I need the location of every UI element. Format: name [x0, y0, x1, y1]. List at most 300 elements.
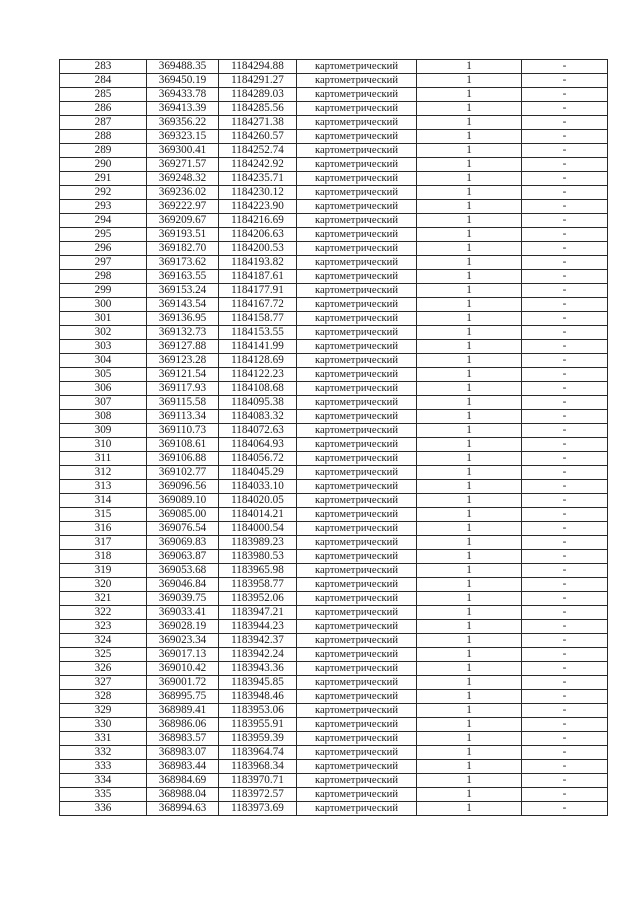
method-cell: картометрический — [297, 186, 417, 200]
method-cell: картометрический — [297, 396, 417, 410]
y-coordinate-cell: 1183958.77 — [219, 578, 297, 592]
point-number-cell: 306 — [60, 382, 147, 396]
method-cell: картометрический — [297, 802, 417, 816]
x-coordinate-cell: 369173.62 — [147, 256, 219, 270]
point-number-cell: 295 — [60, 228, 147, 242]
point-number-cell: 310 — [60, 438, 147, 452]
note-cell: - — [522, 592, 608, 606]
x-coordinate-cell: 369110.73 — [147, 424, 219, 438]
table-row — [60, 676, 608, 690]
note-cell: - — [522, 788, 608, 802]
method-cell: картометрический — [297, 774, 417, 788]
y-coordinate-cell: 1184260.57 — [219, 130, 297, 144]
table-row — [60, 648, 608, 662]
point-number-cell: 288 — [60, 130, 147, 144]
note-cell: - — [522, 410, 608, 424]
x-coordinate-cell: 369033.41 — [147, 606, 219, 620]
table-row — [60, 634, 608, 648]
table-row — [60, 620, 608, 634]
x-coordinate-cell: 369248.32 — [147, 172, 219, 186]
x-coordinate-cell: 369143.54 — [147, 298, 219, 312]
x-coordinate-cell: 369023.34 — [147, 634, 219, 648]
y-coordinate-cell: 1184177.91 — [219, 284, 297, 298]
accuracy-cell: 1 — [417, 802, 522, 816]
note-cell: - — [522, 802, 608, 816]
point-number-cell: 290 — [60, 158, 147, 172]
table-row — [60, 578, 608, 592]
note-cell: - — [522, 606, 608, 620]
x-coordinate-cell: 369113.34 — [147, 410, 219, 424]
y-coordinate-cell: 1184200.53 — [219, 242, 297, 256]
accuracy-cell: 1 — [417, 746, 522, 760]
x-coordinate-cell: 369271.57 — [147, 158, 219, 172]
accuracy-cell: 1 — [417, 494, 522, 508]
table-row — [60, 130, 608, 144]
table-row — [60, 214, 608, 228]
accuracy-cell: 1 — [417, 522, 522, 536]
document-page — [59, 59, 607, 816]
point-number-cell: 319 — [60, 564, 147, 578]
y-coordinate-cell: 1183942.37 — [219, 634, 297, 648]
note-cell: - — [522, 676, 608, 690]
accuracy-cell: 1 — [417, 172, 522, 186]
accuracy-cell: 1 — [417, 186, 522, 200]
table-row — [60, 424, 608, 438]
accuracy-cell: 1 — [417, 480, 522, 494]
point-number-cell: 315 — [60, 508, 147, 522]
y-coordinate-cell: 1184153.55 — [219, 326, 297, 340]
y-coordinate-cell: 1184187.61 — [219, 270, 297, 284]
point-number-cell: 331 — [60, 732, 147, 746]
note-cell: - — [522, 774, 608, 788]
y-coordinate-cell: 1184291.27 — [219, 74, 297, 88]
point-number-cell: 296 — [60, 242, 147, 256]
x-coordinate-cell: 368983.07 — [147, 746, 219, 760]
note-cell: - — [522, 326, 608, 340]
point-number-cell: 286 — [60, 102, 147, 116]
x-coordinate-cell: 368994.63 — [147, 802, 219, 816]
accuracy-cell: 1 — [417, 60, 522, 74]
note-cell: - — [522, 60, 608, 74]
y-coordinate-cell: 1184083.32 — [219, 410, 297, 424]
x-coordinate-cell: 369222.97 — [147, 200, 219, 214]
note-cell: - — [522, 536, 608, 550]
x-coordinate-cell: 369163.55 — [147, 270, 219, 284]
accuracy-cell: 1 — [417, 466, 522, 480]
point-number-cell: 284 — [60, 74, 147, 88]
method-cell: картометрический — [297, 340, 417, 354]
x-coordinate-cell: 368986.06 — [147, 718, 219, 732]
method-cell: картометрический — [297, 732, 417, 746]
x-coordinate-cell: 368983.57 — [147, 732, 219, 746]
y-coordinate-cell: 1184000.54 — [219, 522, 297, 536]
accuracy-cell: 1 — [417, 732, 522, 746]
x-coordinate-cell: 369102.77 — [147, 466, 219, 480]
x-coordinate-cell: 369123.28 — [147, 354, 219, 368]
y-coordinate-cell: 1183980.53 — [219, 550, 297, 564]
method-cell: картометрический — [297, 676, 417, 690]
table-row — [60, 564, 608, 578]
x-coordinate-cell: 369028.19 — [147, 620, 219, 634]
accuracy-cell: 1 — [417, 340, 522, 354]
method-cell: картометрический — [297, 788, 417, 802]
point-number-cell: 311 — [60, 452, 147, 466]
point-number-cell: 312 — [60, 466, 147, 480]
point-number-cell: 285 — [60, 88, 147, 102]
accuracy-cell: 1 — [417, 200, 522, 214]
point-number-cell: 303 — [60, 340, 147, 354]
y-coordinate-cell: 1184193.82 — [219, 256, 297, 270]
table-row — [60, 718, 608, 732]
y-coordinate-cell: 1183972.57 — [219, 788, 297, 802]
table-row — [60, 102, 608, 116]
method-cell: картометрический — [297, 508, 417, 522]
note-cell: - — [522, 144, 608, 158]
accuracy-cell: 1 — [417, 634, 522, 648]
point-number-cell: 322 — [60, 606, 147, 620]
x-coordinate-cell: 369323.15 — [147, 130, 219, 144]
table-row — [60, 312, 608, 326]
point-number-cell: 328 — [60, 690, 147, 704]
note-cell: - — [522, 732, 608, 746]
point-number-cell: 308 — [60, 410, 147, 424]
method-cell: картометрический — [297, 172, 417, 186]
y-coordinate-cell: 1183953.06 — [219, 704, 297, 718]
method-cell: картометрический — [297, 326, 417, 340]
table-row — [60, 284, 608, 298]
y-coordinate-cell: 1184294.88 — [219, 60, 297, 74]
x-coordinate-cell: 369209.67 — [147, 214, 219, 228]
note-cell: - — [522, 368, 608, 382]
table-row — [60, 298, 608, 312]
point-number-cell: 333 — [60, 760, 147, 774]
accuracy-cell: 1 — [417, 116, 522, 130]
table-row — [60, 256, 608, 270]
table-row — [60, 382, 608, 396]
accuracy-cell: 1 — [417, 648, 522, 662]
note-cell: - — [522, 396, 608, 410]
y-coordinate-cell: 1183968.34 — [219, 760, 297, 774]
table-row — [60, 592, 608, 606]
y-coordinate-cell: 1183948.46 — [219, 690, 297, 704]
table-row — [60, 802, 608, 816]
note-cell: - — [522, 508, 608, 522]
method-cell: картометрический — [297, 158, 417, 172]
note-cell: - — [522, 116, 608, 130]
x-coordinate-cell: 369153.24 — [147, 284, 219, 298]
point-number-cell: 302 — [60, 326, 147, 340]
y-coordinate-cell: 1184128.69 — [219, 354, 297, 368]
table-row — [60, 410, 608, 424]
accuracy-cell: 1 — [417, 396, 522, 410]
point-number-cell: 325 — [60, 648, 147, 662]
point-number-cell: 300 — [60, 298, 147, 312]
table-row — [60, 172, 608, 186]
accuracy-cell: 1 — [417, 662, 522, 676]
accuracy-cell: 1 — [417, 158, 522, 172]
accuracy-cell: 1 — [417, 718, 522, 732]
note-cell: - — [522, 270, 608, 284]
x-coordinate-cell: 369085.00 — [147, 508, 219, 522]
method-cell: картометрический — [297, 620, 417, 634]
method-cell: картометрический — [297, 354, 417, 368]
note-cell: - — [522, 102, 608, 116]
method-cell: картометрический — [297, 746, 417, 760]
point-number-cell: 309 — [60, 424, 147, 438]
point-number-cell: 335 — [60, 788, 147, 802]
x-coordinate-cell: 369300.41 — [147, 144, 219, 158]
point-number-cell: 332 — [60, 746, 147, 760]
method-cell: картометрический — [297, 214, 417, 228]
accuracy-cell: 1 — [417, 592, 522, 606]
method-cell: картометрический — [297, 522, 417, 536]
accuracy-cell: 1 — [417, 354, 522, 368]
note-cell: - — [522, 466, 608, 480]
table-row — [60, 466, 608, 480]
accuracy-cell: 1 — [417, 704, 522, 718]
y-coordinate-cell: 1184033.10 — [219, 480, 297, 494]
x-coordinate-cell: 369046.84 — [147, 578, 219, 592]
note-cell: - — [522, 340, 608, 354]
note-cell: - — [522, 634, 608, 648]
method-cell: картометрический — [297, 410, 417, 424]
table-row — [60, 60, 608, 74]
method-cell: картометрический — [297, 662, 417, 676]
y-coordinate-cell: 1183942.24 — [219, 648, 297, 662]
table-row — [60, 74, 608, 88]
x-coordinate-cell: 369039.75 — [147, 592, 219, 606]
note-cell: - — [522, 298, 608, 312]
x-coordinate-cell: 369096.56 — [147, 480, 219, 494]
note-cell: - — [522, 172, 608, 186]
method-cell: картометрический — [297, 130, 417, 144]
y-coordinate-cell: 1183973.69 — [219, 802, 297, 816]
accuracy-cell: 1 — [417, 760, 522, 774]
method-cell: картометрический — [297, 368, 417, 382]
table-row — [60, 760, 608, 774]
table-row — [60, 270, 608, 284]
table-row — [60, 690, 608, 704]
x-coordinate-cell: 369127.88 — [147, 340, 219, 354]
accuracy-cell: 1 — [417, 606, 522, 620]
method-cell: картометрический — [297, 536, 417, 550]
accuracy-cell: 1 — [417, 312, 522, 326]
note-cell: - — [522, 200, 608, 214]
accuracy-cell: 1 — [417, 298, 522, 312]
accuracy-cell: 1 — [417, 270, 522, 284]
point-number-cell: 327 — [60, 676, 147, 690]
table-row — [60, 508, 608, 522]
x-coordinate-cell: 369063.87 — [147, 550, 219, 564]
x-coordinate-cell: 368984.69 — [147, 774, 219, 788]
note-cell: - — [522, 704, 608, 718]
method-cell: картометрический — [297, 116, 417, 130]
method-cell: картометрический — [297, 228, 417, 242]
x-coordinate-cell: 369356.22 — [147, 116, 219, 130]
y-coordinate-cell: 1183952.06 — [219, 592, 297, 606]
point-number-cell: 314 — [60, 494, 147, 508]
note-cell: - — [522, 158, 608, 172]
x-coordinate-cell: 369108.61 — [147, 438, 219, 452]
note-cell: - — [522, 480, 608, 494]
x-coordinate-cell: 369106.88 — [147, 452, 219, 466]
table-row — [60, 452, 608, 466]
accuracy-cell: 1 — [417, 578, 522, 592]
y-coordinate-cell: 1184242.92 — [219, 158, 297, 172]
method-cell: картометрический — [297, 102, 417, 116]
point-number-cell: 321 — [60, 592, 147, 606]
point-number-cell: 320 — [60, 578, 147, 592]
method-cell: картометрический — [297, 564, 417, 578]
note-cell: - — [522, 130, 608, 144]
x-coordinate-cell: 369488.35 — [147, 60, 219, 74]
method-cell: картометрический — [297, 200, 417, 214]
note-cell: - — [522, 424, 608, 438]
method-cell: картометрический — [297, 256, 417, 270]
point-number-cell: 330 — [60, 718, 147, 732]
coordinates-table-body — [60, 60, 608, 816]
note-cell: - — [522, 74, 608, 88]
y-coordinate-cell: 1184095.38 — [219, 396, 297, 410]
note-cell: - — [522, 578, 608, 592]
note-cell: - — [522, 312, 608, 326]
method-cell: картометрический — [297, 550, 417, 564]
y-coordinate-cell: 1184108.68 — [219, 382, 297, 396]
table-row — [60, 438, 608, 452]
table-row — [60, 494, 608, 508]
y-coordinate-cell: 1183964.74 — [219, 746, 297, 760]
accuracy-cell: 1 — [417, 214, 522, 228]
accuracy-cell: 1 — [417, 550, 522, 564]
table-row — [60, 396, 608, 410]
accuracy-cell: 1 — [417, 676, 522, 690]
x-coordinate-cell: 369193.51 — [147, 228, 219, 242]
method-cell: картометрический — [297, 74, 417, 88]
note-cell: - — [522, 522, 608, 536]
method-cell: картометрический — [297, 438, 417, 452]
table-row — [60, 354, 608, 368]
method-cell: картометрический — [297, 718, 417, 732]
note-cell: - — [522, 214, 608, 228]
x-coordinate-cell: 369076.54 — [147, 522, 219, 536]
y-coordinate-cell: 1183945.85 — [219, 676, 297, 690]
y-coordinate-cell: 1184020.05 — [219, 494, 297, 508]
method-cell: картометрический — [297, 704, 417, 718]
note-cell: - — [522, 256, 608, 270]
y-coordinate-cell: 1184223.90 — [219, 200, 297, 214]
table-row — [60, 158, 608, 172]
y-coordinate-cell: 1184122.23 — [219, 368, 297, 382]
x-coordinate-cell: 368983.44 — [147, 760, 219, 774]
point-number-cell: 294 — [60, 214, 147, 228]
table-row — [60, 186, 608, 200]
note-cell: - — [522, 564, 608, 578]
method-cell: картометрический — [297, 634, 417, 648]
point-number-cell: 324 — [60, 634, 147, 648]
point-number-cell: 283 — [60, 60, 147, 74]
table-row — [60, 536, 608, 550]
y-coordinate-cell: 1184216.69 — [219, 214, 297, 228]
note-cell: - — [522, 452, 608, 466]
x-coordinate-cell: 369433.78 — [147, 88, 219, 102]
accuracy-cell: 1 — [417, 102, 522, 116]
table-row — [60, 340, 608, 354]
accuracy-cell: 1 — [417, 536, 522, 550]
method-cell: картометрический — [297, 284, 417, 298]
table-row — [60, 606, 608, 620]
table-row — [60, 746, 608, 760]
x-coordinate-cell: 369089.10 — [147, 494, 219, 508]
y-coordinate-cell: 1184271.38 — [219, 116, 297, 130]
y-coordinate-cell: 1183944.23 — [219, 620, 297, 634]
accuracy-cell: 1 — [417, 74, 522, 88]
x-coordinate-cell: 369182.70 — [147, 242, 219, 256]
x-coordinate-cell: 369069.83 — [147, 536, 219, 550]
point-number-cell: 287 — [60, 116, 147, 130]
point-number-cell: 291 — [60, 172, 147, 186]
x-coordinate-cell: 368988.04 — [147, 788, 219, 802]
point-number-cell: 304 — [60, 354, 147, 368]
accuracy-cell: 1 — [417, 410, 522, 424]
y-coordinate-cell: 1183965.98 — [219, 564, 297, 578]
note-cell: - — [522, 690, 608, 704]
point-number-cell: 292 — [60, 186, 147, 200]
point-number-cell: 329 — [60, 704, 147, 718]
y-coordinate-cell: 1183959.39 — [219, 732, 297, 746]
note-cell: - — [522, 438, 608, 452]
method-cell: картометрический — [297, 298, 417, 312]
method-cell: картометрический — [297, 144, 417, 158]
accuracy-cell: 1 — [417, 256, 522, 270]
y-coordinate-cell: 1184056.72 — [219, 452, 297, 466]
accuracy-cell: 1 — [417, 564, 522, 578]
x-coordinate-cell: 369136.95 — [147, 312, 219, 326]
x-coordinate-cell: 369413.39 — [147, 102, 219, 116]
point-number-cell: 323 — [60, 620, 147, 634]
point-number-cell: 318 — [60, 550, 147, 564]
point-number-cell: 316 — [60, 522, 147, 536]
x-coordinate-cell: 369132.73 — [147, 326, 219, 340]
x-coordinate-cell: 369001.72 — [147, 676, 219, 690]
method-cell: картометрический — [297, 760, 417, 774]
table-row — [60, 550, 608, 564]
accuracy-cell: 1 — [417, 284, 522, 298]
accuracy-cell: 1 — [417, 144, 522, 158]
table-row — [60, 242, 608, 256]
y-coordinate-cell: 1184014.21 — [219, 508, 297, 522]
method-cell: картометрический — [297, 60, 417, 74]
method-cell: картометрический — [297, 648, 417, 662]
accuracy-cell: 1 — [417, 452, 522, 466]
y-coordinate-cell: 1183989.23 — [219, 536, 297, 550]
accuracy-cell: 1 — [417, 228, 522, 242]
coordinates-table — [59, 59, 608, 816]
x-coordinate-cell: 369117.93 — [147, 382, 219, 396]
method-cell: картометрический — [297, 592, 417, 606]
y-coordinate-cell: 1184235.71 — [219, 172, 297, 186]
accuracy-cell: 1 — [417, 438, 522, 452]
note-cell: - — [522, 662, 608, 676]
accuracy-cell: 1 — [417, 508, 522, 522]
y-coordinate-cell: 1184045.29 — [219, 466, 297, 480]
point-number-cell: 305 — [60, 368, 147, 382]
note-cell: - — [522, 88, 608, 102]
accuracy-cell: 1 — [417, 326, 522, 340]
note-cell: - — [522, 284, 608, 298]
y-coordinate-cell: 1183970.71 — [219, 774, 297, 788]
point-number-cell: 326 — [60, 662, 147, 676]
y-coordinate-cell: 1184158.77 — [219, 312, 297, 326]
